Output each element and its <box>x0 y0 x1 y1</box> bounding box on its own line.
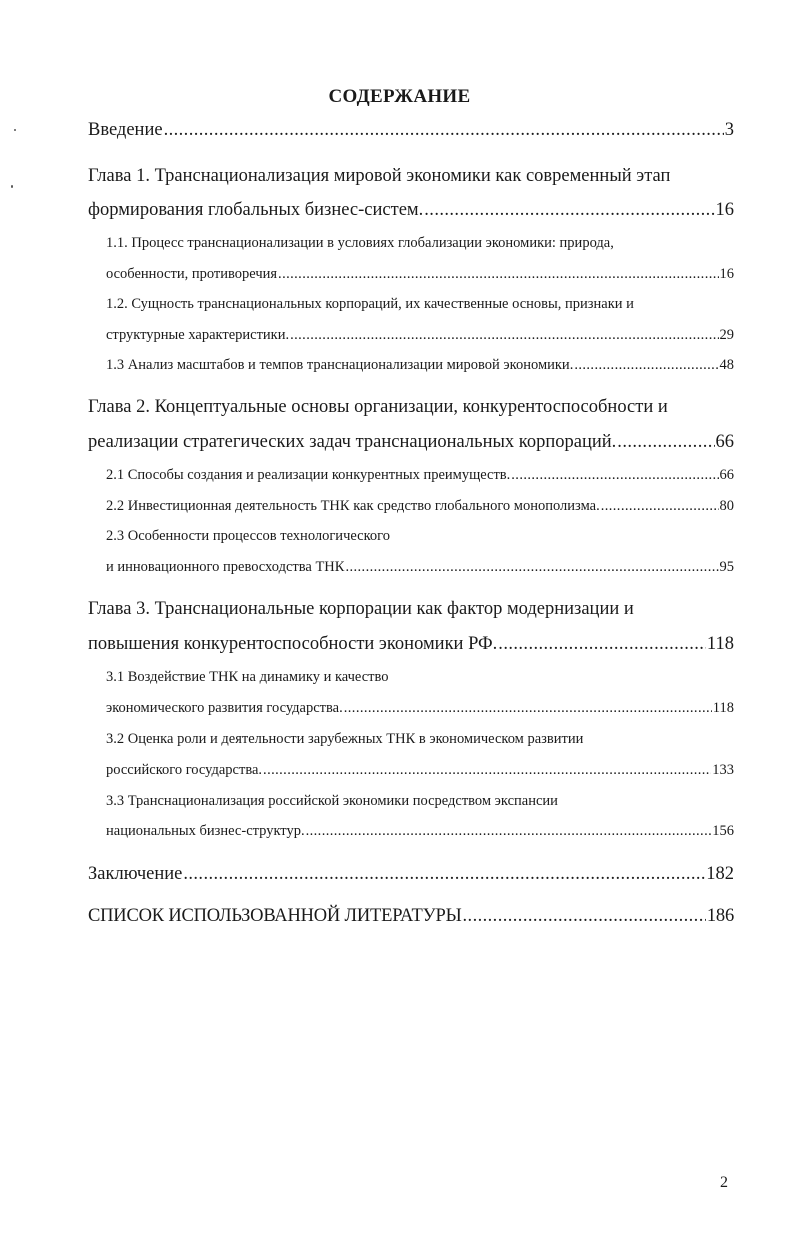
section-3-2-title: 3.2 Оценка роли и деятельности зарубежных ТНК в экономическом развитии <box>106 731 584 747</box>
scan-speck <box>14 129 16 131</box>
dot-leader <box>278 266 718 283</box>
dot-leader <box>498 634 706 655</box>
toc-references-page: 186 <box>706 906 734 926</box>
page-title: СОДЕРЖАНИЕ <box>328 86 471 107</box>
section-3-3-title-cont: национальных бизнес-структур. <box>106 823 305 839</box>
chapter-3-entry <box>88 634 734 655</box>
section-1-1-entry <box>106 266 734 283</box>
section-1-2-entry <box>106 327 734 344</box>
toc-conclusion-page: 182 <box>706 864 734 884</box>
dot-leader <box>164 120 724 141</box>
section-3-3-title: 3.3 Транснационализация российской экономики посредством экспансии <box>106 793 558 809</box>
dot-leader <box>601 498 719 515</box>
dot-leader <box>263 762 711 779</box>
section-3-2-entry <box>106 762 734 779</box>
section-2-3-title-cont: и инновационного превосходства ТНК <box>106 559 345 575</box>
chapter-2-entry <box>88 432 734 453</box>
chapter-2-page: 66 <box>715 432 734 452</box>
chapter-1-title: Глава 1. Транснационализация мировой экономики как современный этап <box>88 166 671 186</box>
dot-leader <box>183 864 705 885</box>
section-3-2-title-cont: российского государства. <box>106 762 263 778</box>
dot-leader <box>511 467 718 484</box>
toc-intro-label: Введение <box>88 120 163 140</box>
dot-leader <box>345 559 718 576</box>
toc-references-label: СПИСОК ИСПОЛЬЗОВАННОЙ ЛИТЕРАТУРЫ <box>88 906 462 926</box>
page-number: 2 <box>720 1174 728 1191</box>
chapter-3-page: 118 <box>706 634 734 654</box>
section-1-2-title-cont: структурные характеристики. <box>106 327 290 343</box>
section-3-3-entry <box>106 823 734 840</box>
section-2-1-entry <box>106 467 734 484</box>
chapter-1-title-cont: формирования глобальных бизнес-систем. <box>88 200 424 220</box>
toc-conclusion <box>88 864 734 885</box>
toc-references <box>88 906 734 927</box>
chapter-1-entry <box>88 200 734 221</box>
section-2-1-title: 2.1 Способы создания и реализации конкурентных преимуществ. <box>106 467 511 483</box>
section-3-2-page: 133 <box>712 762 734 778</box>
dot-leader <box>424 200 714 221</box>
chapter-3-title-cont: повышения конкурентоспособности экономики РФ. <box>88 634 498 654</box>
section-3-1-entry <box>106 700 734 717</box>
dot-leader <box>290 327 718 344</box>
section-1-3-entry <box>106 357 734 374</box>
section-3-3-page: 156 <box>712 823 734 839</box>
dot-leader <box>463 906 706 927</box>
dot-leader <box>574 357 718 374</box>
section-2-3-page: 95 <box>719 559 734 575</box>
section-1-3-page: 48 <box>719 357 734 373</box>
toc-conclusion-label: Заключение <box>88 864 183 884</box>
dot-leader <box>617 432 714 453</box>
section-1-2-title: 1.2. Сущность транснациональных корпораций, их качественные основы, признаки и <box>106 296 634 312</box>
section-2-2-entry <box>106 498 734 515</box>
chapter-3-title: Глава 3. Транснациональные корпорации как фактор модернизации и <box>88 599 634 619</box>
section-2-3-title: 2.3 Особенности процессов технологического <box>106 528 390 544</box>
section-1-2-page: 29 <box>719 327 734 343</box>
toc-intro <box>88 120 734 141</box>
chapter-2-title-cont: реализации стратегических задач транснациональных корпораций. <box>88 432 617 452</box>
chapter-1-page: 16 <box>715 200 734 220</box>
toc-intro-page: 3 <box>724 120 734 140</box>
section-1-1-page: 16 <box>719 266 734 282</box>
dot-leader <box>306 823 712 840</box>
section-1-1-title-cont: особенности, противоречия <box>106 266 278 282</box>
section-2-2-page: 80 <box>719 498 734 514</box>
section-3-1-title-cont: экономического развития государства. <box>106 700 343 716</box>
section-3-1-title: 3.1 Воздействие ТНК на динамику и качество <box>106 669 389 685</box>
section-3-1-page: 118 <box>712 700 734 716</box>
section-1-3-title: 1.3 Анализ масштабов и темпов транснационализации мировой экономики. <box>106 357 574 373</box>
section-2-3-entry <box>106 559 734 576</box>
section-1-1-title: 1.1. Процесс транснационализации в условиях глобализации экономики: природа, <box>106 235 614 251</box>
scan-speck <box>11 185 13 188</box>
dot-leader <box>344 700 712 717</box>
section-2-1-page: 66 <box>719 467 734 483</box>
chapter-2-title: Глава 2. Концептуальные основы организации, конкурентоспособности и <box>88 397 668 417</box>
section-2-2-title: 2.2 Инвестиционная деятельность ТНК как средство глобального монополизма. <box>106 498 600 514</box>
